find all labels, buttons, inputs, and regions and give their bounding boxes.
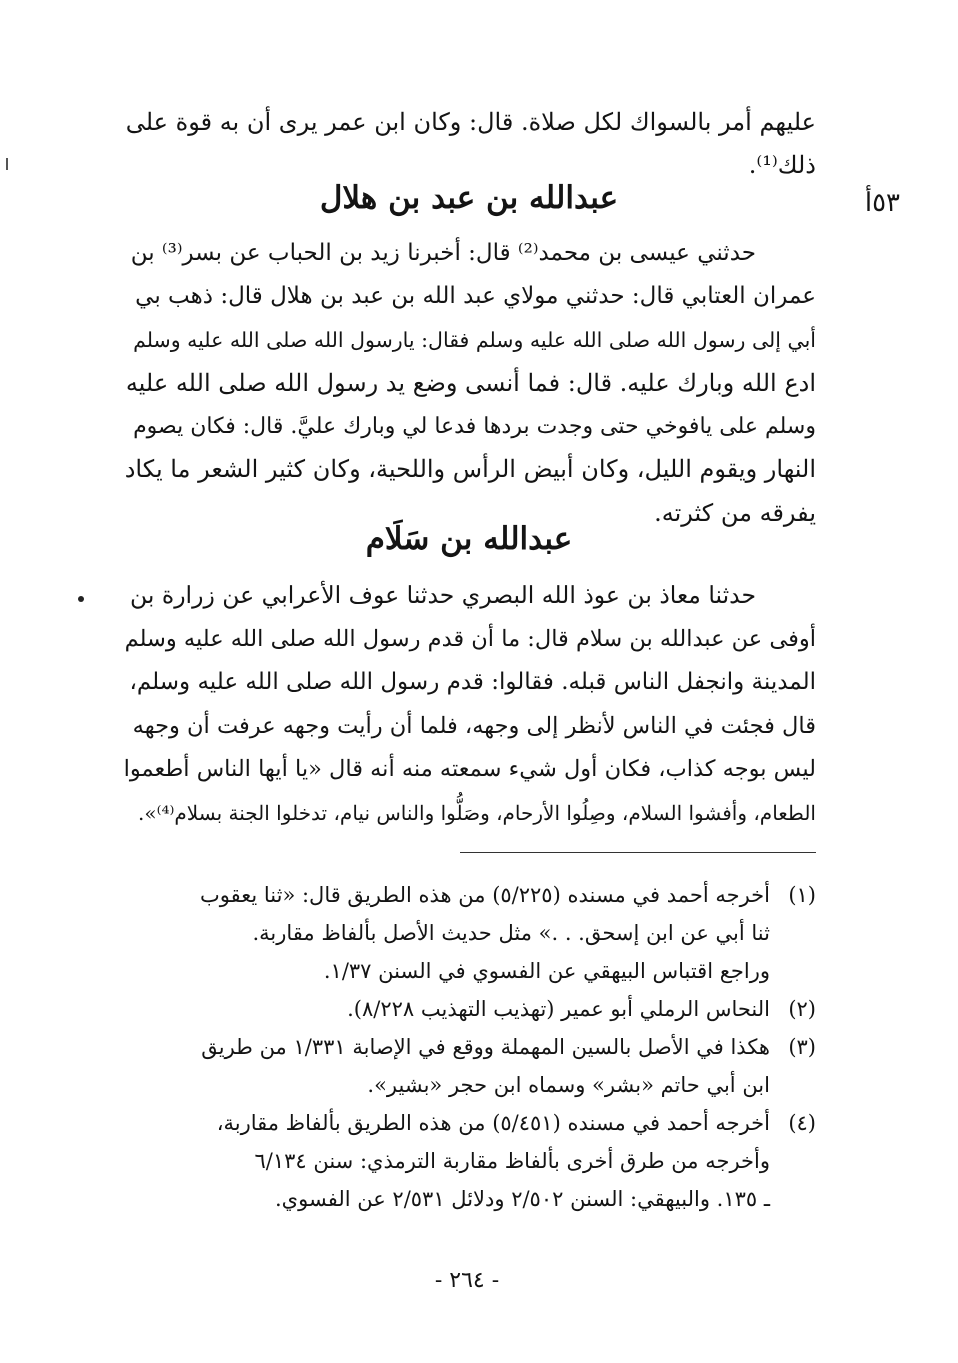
footnote: [186, 990, 816, 1028]
footnote-line: ابن أبي حاتم «بشر» وسماه ابن حجر «بشير».: [367, 1073, 770, 1097]
footnote: [186, 876, 816, 990]
footnote-line: أخرجه أحمد في مسنده (٥/٤٥١) من هذه الطريق بألفاظ مقاربة،: [216, 1111, 770, 1135]
footnote: [186, 1028, 816, 1104]
text-line: يفرقه من كثرته.: [654, 498, 816, 527]
text-line: الطعام، وأفشوا السلام، وصِلُوا الأرحام، وصَلُّوا والناس نيام، تدخلوا الجنة بسلام⁽⁴⁾».: [137, 800, 816, 825]
text-line: أبي إلى رسول الله صلى الله عليه وسلم فقال: يارسول الله صلى الله عليه وسلم: [133, 327, 816, 352]
entry-heading: عبدالله بن سَلَام: [365, 521, 573, 557]
footnote-separator: [460, 852, 816, 853]
page-number: - ٢٦٤ -: [434, 1268, 500, 1293]
entry-body: [122, 232, 816, 535]
footnote-number: (١): [788, 883, 816, 907]
footnote-number: (٣): [788, 1035, 816, 1059]
text-line: عمران العتابي قال: حدثني مولاي عبد الله بن عبد بن هلال قال: ذهب بي: [135, 283, 816, 310]
text-line: النهار ويقوم الليل، وكان أبيض الرأس واللحية، وكان كثير الشعر ما يكاد: [124, 455, 816, 484]
margin-dot-mark: [78, 596, 84, 602]
footnote-text: [186, 990, 770, 1028]
entry-body: [122, 574, 816, 835]
continuation-paragraph: [122, 101, 816, 186]
text-line: ليس بوجه كذاب، فكان أول شيء سمعته منه أنه قال «يا أيها الناس أطعموا: [123, 756, 816, 782]
text-line: ادع الله وبارك عليه. قال: فما أنسى وضع يد رسول الله صلى الله عليه: [125, 368, 816, 397]
footnote-text: [186, 876, 770, 990]
footnote-line: وأخرجه من طرق أخرى بألفاظ مقاربة الترمذي: سنن ٦/١٣٤: [254, 1149, 770, 1173]
footnote-line: ثنا أبي عن ابن إسحق. . .» مثل حديث الأصل بألفاظ مقاربة.: [252, 921, 770, 945]
text-line: قال فجئت في الناس لأنظر إلى وجهه، فلما أن رأيت وجهه عرفت أن وجهه: [132, 712, 816, 739]
text-line: حدثنا معاذ بن عوذ الله البصري حدثنا عوف الأعرابي عن زرارة بن: [130, 581, 756, 609]
footnote-line: هكذا في الأصل بالسين المهملة ووقع في الإصابة ١/٣٣١ من طريق: [201, 1035, 770, 1059]
footnote-text: [186, 1104, 770, 1218]
manuscript-folio-reference: ٥٣أ: [864, 188, 900, 218]
entry-heading: عبدالله بن عبد بن هلال: [319, 180, 619, 216]
text-line: المدينة وانجفل الناس قبله. فقالوا: قدم رسول الله صلى الله عليه وسلم،: [129, 669, 816, 695]
scan-edge-mark: [6, 158, 8, 170]
text-line: ذلك⁽¹⁾.: [748, 150, 816, 179]
text-line: حدثني عيسى بن محمد⁽²⁾ قال: أخبرنا زيد بن الحباب عن بسر⁽³⁾ بن: [130, 240, 756, 266]
footnote-line: وراجع اقتباس البيهقي عن الفسوي في السنن ١/٣٧.: [323, 959, 770, 983]
footnotes: [186, 876, 816, 1218]
footnote-number: (٢): [788, 997, 816, 1021]
footnote: [186, 1104, 816, 1218]
footnote-line: أخرجه أحمد في مسنده (٥/٢٢٥) من هذه الطريق قال: «ثنا يعقوب: [199, 883, 770, 907]
text-line: أوفى عن عبدالله بن سلام قال: ما أن قدم رسول الله صلى الله عليه وسلم: [124, 625, 816, 652]
footnote-number: (٤): [788, 1111, 816, 1135]
footnote-line: ـ ١٣٥. والبيهقي: السنن ٢/٥٠٢ ودلائل ٢/٥٣١ عن الفسوي.: [275, 1187, 770, 1211]
footnote-line: النحاس الرملي أبو عمير (تهذيب التهذيب ٨/٢٢٨).: [347, 997, 770, 1021]
footnote-text: [186, 1028, 770, 1104]
text-line: وسلم على يافوخي حتى وجدت بردها فدعا لي وبارك عليَّ. قال: فكان يصوم: [133, 414, 816, 440]
text-line: عليهم أمر بالسواك لكل صلاة. قال: وكان ابن عمر يرى أن به قوة على: [125, 108, 816, 136]
